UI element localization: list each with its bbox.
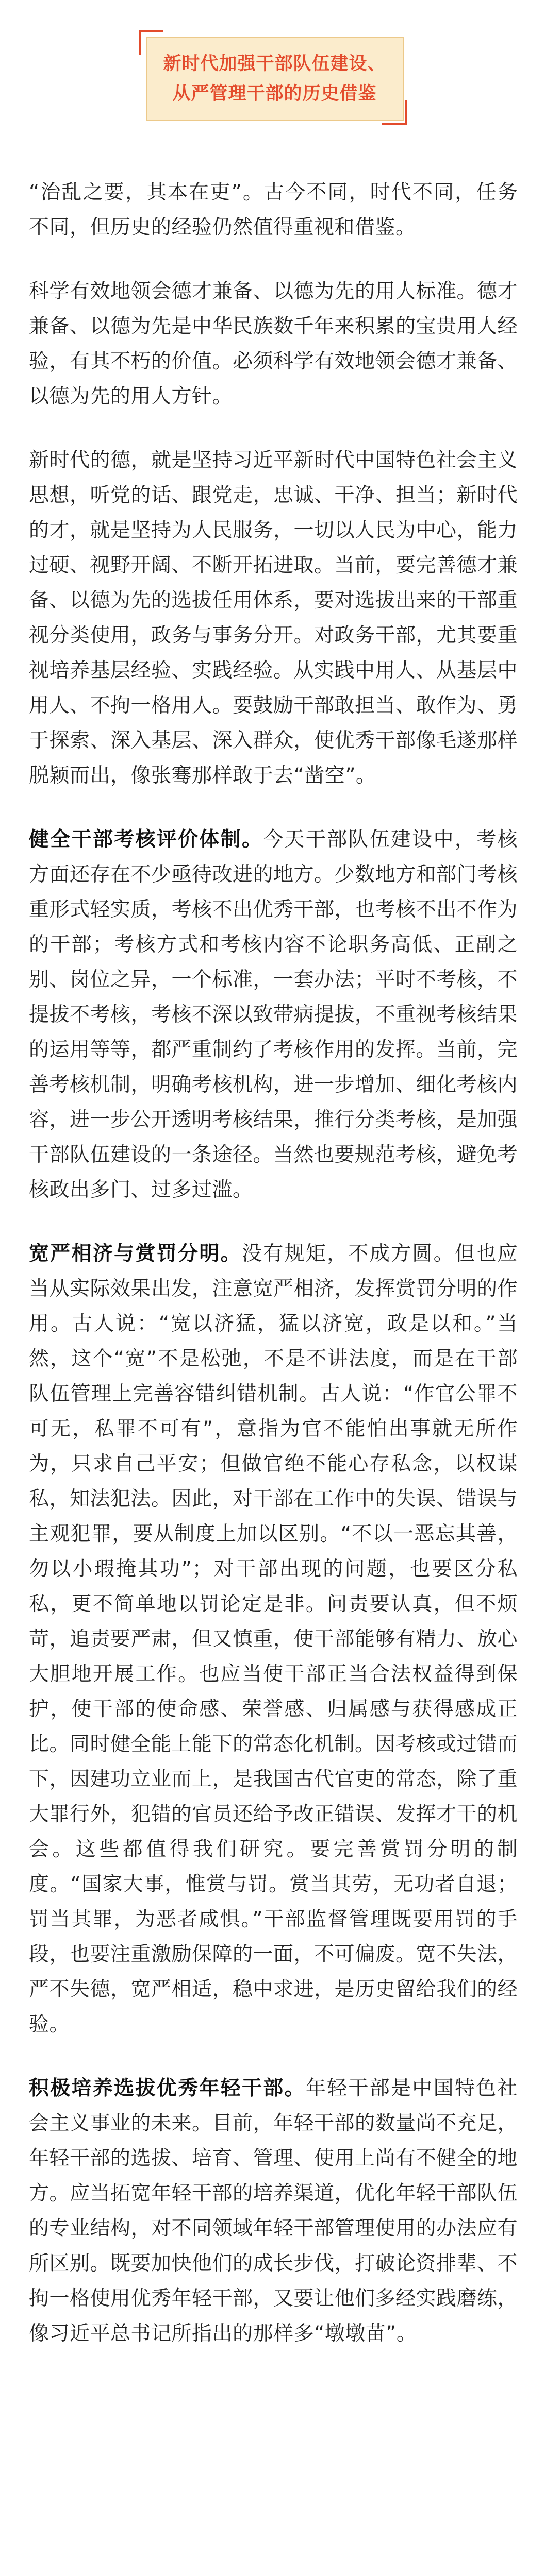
paragraph-standard	[29, 274, 518, 414]
paragraph-new-era-text: 新时代的德，就是坚持习近平新时代中国特色社会主义思想，听党的话、跟党走，忠诚、干净、担当；新时代的才，就是坚持为人民服务，一切以人民为中心，能力过硬、视野开阔、不断开拓进取。当前，要完善德才兼备、以德为先的选拔任用体系，要对选拔出来的干部重视分类使用，政务与事务分开。对政务干部，尤其要重视培养基层经验、实践经验。从实践中用人、从基层中用人、不拘一格用人。要鼓励干部敢担当、敢作为、勇于探索、深入基层、深入群众，使优秀干部像毛遂那样脱颖而出，像张骞那样敢于去“凿空”。	[29, 449, 518, 787]
paragraph-reward-punish-text: 没有规矩，不成方圆。但也应当从实际效果出发，注意宽严相济，发挥赏罚分明的作用。古人说：“宽以济猛，猛以济宽，政是以和。”当然，这个“宽”不是松弛，不是不讲法度，而是在干部队伍管理上完善容错纠错机制。古人说：“作官公罪不可无，私罪不可有”，意指为官不能怕出事就无所作为，只求自己平安；但做官绝不能心存私念，以权谋私，知法犯法。因此，对干部在工作中的失误、错误与主观犯罪，要从制度上加以区别。“不以一恶忘其善，勿以小瑕掩其功”；对干部出现的问题，也要区分私私，更不简单地以罚论定是非。问责要认真，但不烦苛，追责要严肃，但又慎重，使干部能够有精力、放心大胆地开展工作。也应当使干部正当合法权益得到保护，使干部的使命感、荣誉感、归属感与获得感成正比。同时健全能上能下的常态化机制。因考核或过错而下，因建功立业而上，是我国古代官吏的常态，除了重大罪行外，犯错的官员还给予改正错误、发挥才干的机会。这些都值得我们研究。要完善赏罚分明的制度。“国家大事，惟赏与罚。赏当其劳，无功者自退；罚当其罪，为恶者咸惧。”干部监督管理既要用罚的手段，也要注重激励保障的一面，不可偏废。宽不失法，严不失德，宽严相适，稳中求进，是历史留给我们的经验。	[29, 1242, 518, 2036]
paragraph-intro-text: “治乱之要，其本在吏”。古今不同，时代不同，任务不同，但历史的经验仍然值得重视和借鉴。	[29, 181, 518, 239]
paragraph-assessment	[29, 822, 518, 1208]
title-line-2: 从严管理干部的历史借鉴	[172, 83, 377, 104]
article-body	[29, 175, 518, 2380]
paragraph-reward-punish-heading: 宽严相济与赏罚分明。	[29, 1242, 242, 1265]
paragraph-standard-text: 科学有效地领会德才兼备、以德为先的用人标准。德才兼备、以德为先是中华民族数千年来积累的宝贵用人经验，有其不朽的价值。必须科学有效地领会德才兼备、以德为先的用人方针。	[29, 280, 518, 408]
paragraph-assessment-text: 今天干部队伍建设中，考核方面还存在不少亟待改进的地方。少数地方和部门考核重形式轻实质，考核不出优秀干部，也考核不出不作为的干部；考核方式和考核内容不论职务高低、正副之别、岗位之异，一个标准，一套办法；平时不考核，不提拔不考核，考核不深以致带病提拔，不重视考核结果的运用等等，都严重制约了考核作用的发挥。当前，完善考核机制，明确考核机构，进一步增加、细化考核内容，进一步公开透明考核结果，推行分类考核，是加强干部队伍建设的一条途径。当然也要规范考核，避免考核政出多门、过多过滥。	[29, 828, 518, 1201]
paragraph-new-era	[29, 443, 518, 793]
paragraph-young-cadres-text: 年轻干部是中国特色社会主义事业的未来。目前，年轻干部的数量尚不充足，年轻干部的选拔、培育、管理、使用上尚有不健全的地方。应当拓宽年轻干部的培养渠道，优化年轻干部队伍的专业结构，对不同领域年轻干部管理使用的办法应有所区别。既要加快他们的成长步伐，打破论资排辈、不拘一格使用优秀年轻干部，又要让他们多经实践磨练，像习近平总书记所指出的那样多“墩墩苗”。	[29, 2077, 518, 2345]
title-line-1: 新时代加强干部队伍建设、	[163, 54, 386, 74]
title-banner	[139, 30, 407, 125]
paragraph-young-cadres-heading: 积极培养选拔优秀年轻干部。	[29, 2077, 306, 2100]
paragraph-assessment-heading: 健全干部考核评价体制。	[29, 828, 263, 851]
paragraph-reward-punish	[29, 1236, 518, 2042]
paragraph-intro	[29, 175, 518, 245]
paragraph-young-cadres	[29, 2071, 518, 2351]
title-box	[146, 37, 404, 121]
